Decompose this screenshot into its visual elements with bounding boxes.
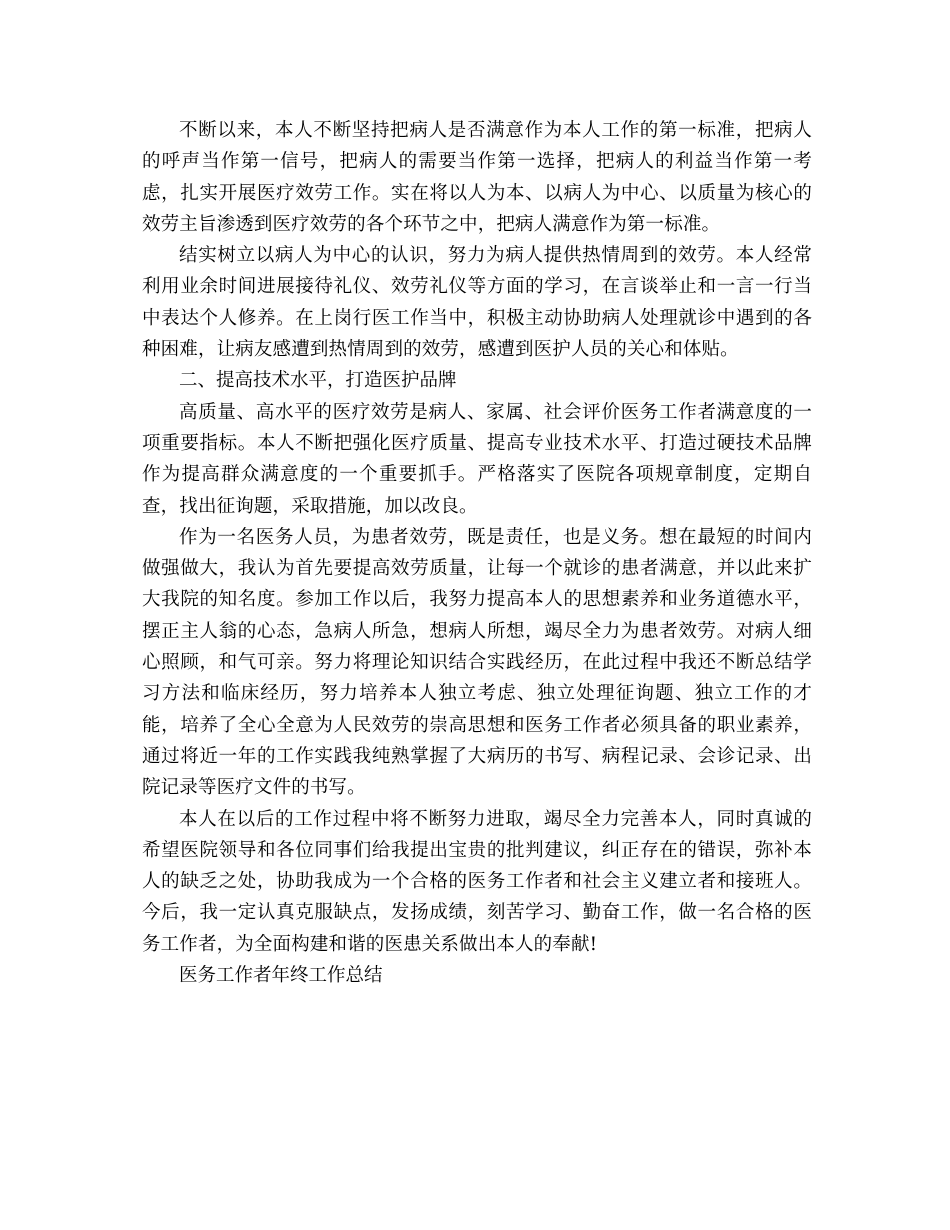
document-title-line: 医务工作者年终工作总结 bbox=[179, 965, 383, 987]
document-body bbox=[142, 115, 812, 991]
paragraph-3: 高质量、高水平的医疗效劳是病人、家属、社会评价医务工作者满意度的一项重要指标。本人不断把强化医疗质量、提高专业技术水平、打造过硬技术品牌作为提高群众满意度的一个重要抓手。严格落实了医院各项规章制度，定期自查，找出征询题，采取措施，加以改良。 bbox=[142, 401, 812, 517]
section-heading: 二、提高技术水平，打造医护品牌 bbox=[179, 370, 457, 392]
paragraph-2: 结实树立以病人为中心的认识，努力为病人提供热情周到的效劳。本人经常利用业余时间进展接待礼仪、效劳礼仪等方面的学习，在言谈举止和一言一行当中表达个人修养。在上岗行医工作当中，积极主动协助病人处理就诊中遇到的各种困难，让病友感遭到热情周到的效劳，感遭到医护人员的关心和体贴。 bbox=[142, 245, 812, 361]
paragraph-5: 本人在以后的工作过程中将不断努力进取，竭尽全力完善本人，同时真诚的希望医院领导和各位同事们给我提出宝贵的批判建议，纠正存在的错误，弥补本人的缺乏之处，协助我成为一个合格的医务工作者和社会主义建立者和接班人。今后，我一定认真克服缺点，发扬成绩，刻苦学习、勤奋工作，做一名合格的医务工作者，为全面构建和谐的医患关系做出本人的奉献! bbox=[142, 808, 812, 955]
paragraph-4: 作为一名医务人员，为患者效劳，既是责任，也是义务。想在最短的时间内做强做大，我认为首先要提高效劳质量，让每一个就诊的患者满意，并以此来扩大我院的知名度。参加工作以后，我努力提高本人的思想素养和业务道德水平，摆正主人翁的心态，急病人所急，想病人所想，竭尽全力为患者效劳。对病人细心照顾，和气可亲。努力将理论知识结合实践经历，在此过程中我还不断总结学习方法和临床经历，努力培养本人独立考虑、独立处理征询题、独立工作的才能，培养了全心全意为人民效劳的崇高思想和医务工作者必须具备的职业素养，通过将近一年的工作实践我纯熟掌握了大病历的书写、病程记录、会诊记录、出院记录等医疗文件的书写。 bbox=[142, 526, 812, 799]
paragraph-1: 不断以来，本人不断坚持把病人是否满意作为本人工作的第一标准，把病人的呼声当作第一信号，把病人的需要当作第一选择，把病人的利益当作第一考虑，扎实开展医疗效劳工作。实在将以人为本、以病人为中心、以质量为核心的效劳主旨渗透到医疗效劳的各个环节之中，把病人满意作为第一标准。 bbox=[142, 120, 812, 235]
